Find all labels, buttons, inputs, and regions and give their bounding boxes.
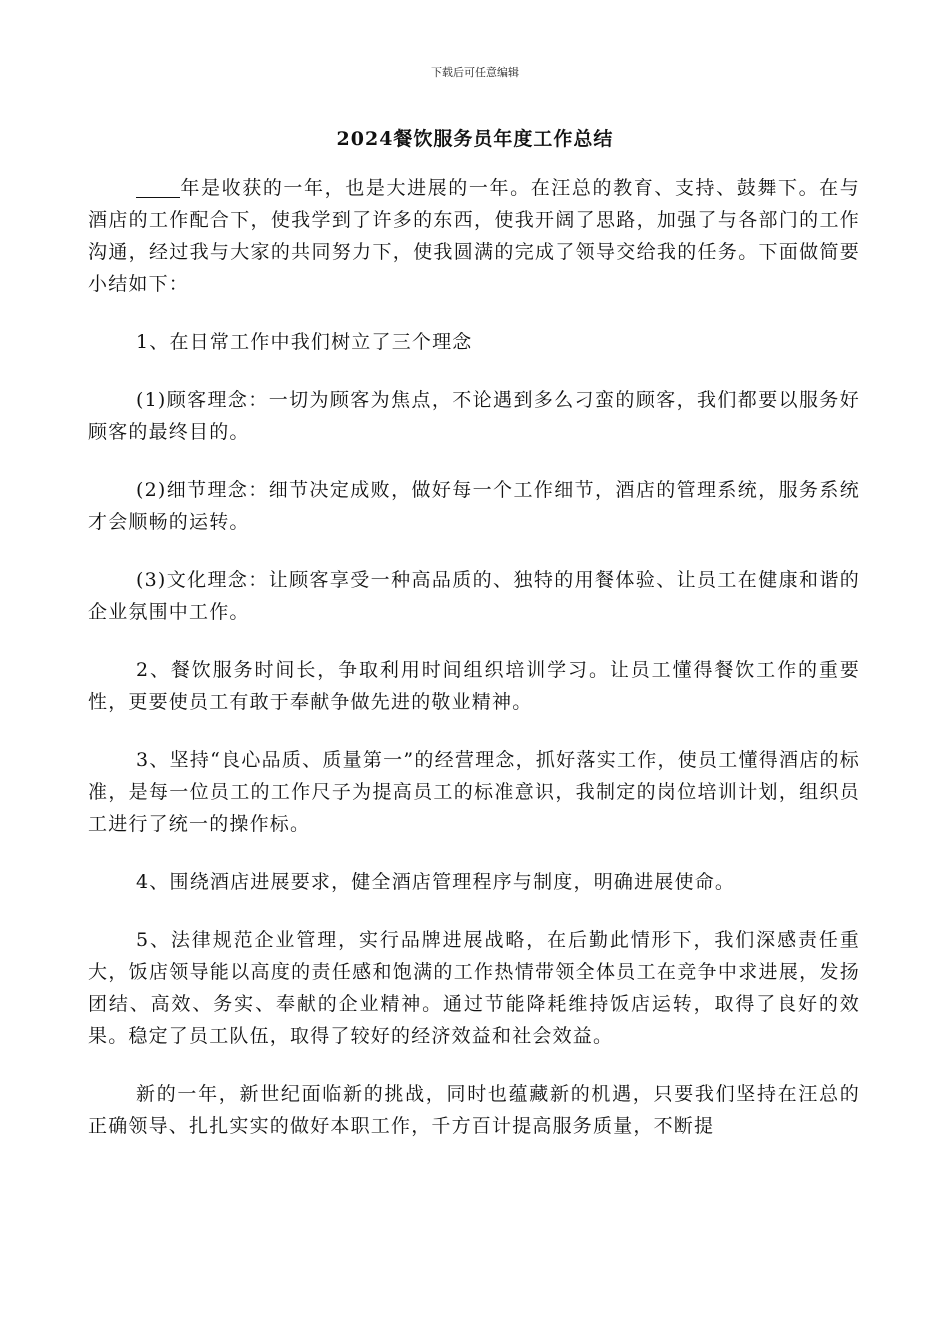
paragraph-2: (1)顾客理念：一切为顾客为焦点，不论遇到多么刁蛮的顾客，我们都要以服务好顾客的最终目的。 [88,389,860,443]
paragraph-9: 新的一年，新世纪面临新的挑战，同时也蕴藏新的机遇，只要我们坚持在汪总的正确领导、扎扎实实的做好本职工作，千方百计提高服务质量，不断提 [88,1083,860,1137]
paragraph-4: (3)文化理念：让顾客享受一种高品质的、独特的用餐体验、让员工在健康和谐的企业氛围中工作。 [88,569,860,623]
document-body [88,172,860,1168]
fill-in-blank [136,175,180,198]
paragraph-6: 3、坚持“良心品质、质量第一”的经营理念，抓好落实工作，使员工懂得酒店的标准，是每一位员工的工作尺子为提高员工的标准意识，我制定的岗位培训计划，组织员工进行了统一的操作标。 [88,749,860,835]
paragraph-8: 5、法律规范企业管理，实行品牌进展战略，在后勤此情形下，我们深感责任重大，饭店领导能以高度的责任感和饱满的工作热情带领全体员工在竞争中求进展，发扬团结、高效、务实、奉献的企业精神。通过节能降耗维持饭店运转，取得了良好的效果。稳定了员工队伍，取得了较好的经济效益和社会效益。 [88,929,860,1047]
document-title: 2024餐饮服务员年度工作总结 [336,128,614,150]
paragraph-5: 2、餐饮服务时间长，争取利用时间组织培训学习。让员工懂得餐饮工作的重要性，更要使员工有敢于奉献争做先进的敬业精神。 [88,659,860,713]
paragraph-3: (2)细节理念：细节决定成败，做好每一个工作细节，酒店的管理系统，服务系统才会顺畅的运转。 [88,479,860,533]
header-note: 下载后可任意编辑 [431,66,519,79]
intro-paragraph [88,172,860,300]
paragraph-1: 1、在日常工作中我们树立了三个理念 [136,331,473,353]
paragraph-7: 4、围绕酒店进展要求，健全酒店管理程序与制度，明确进展使命。 [136,871,736,893]
intro-text: 年是收获的一年，也是大进展的一年。在汪总的教育、支持、鼓舞下。在与酒店的工作配合下，使我学到了许多的东西，使我开阔了思路，加强了与各部门的工作沟通，经过我与大家的共同努力下，使我圆满的完成了领导交给我的任务。下面做简要小结如下： [88,177,860,295]
